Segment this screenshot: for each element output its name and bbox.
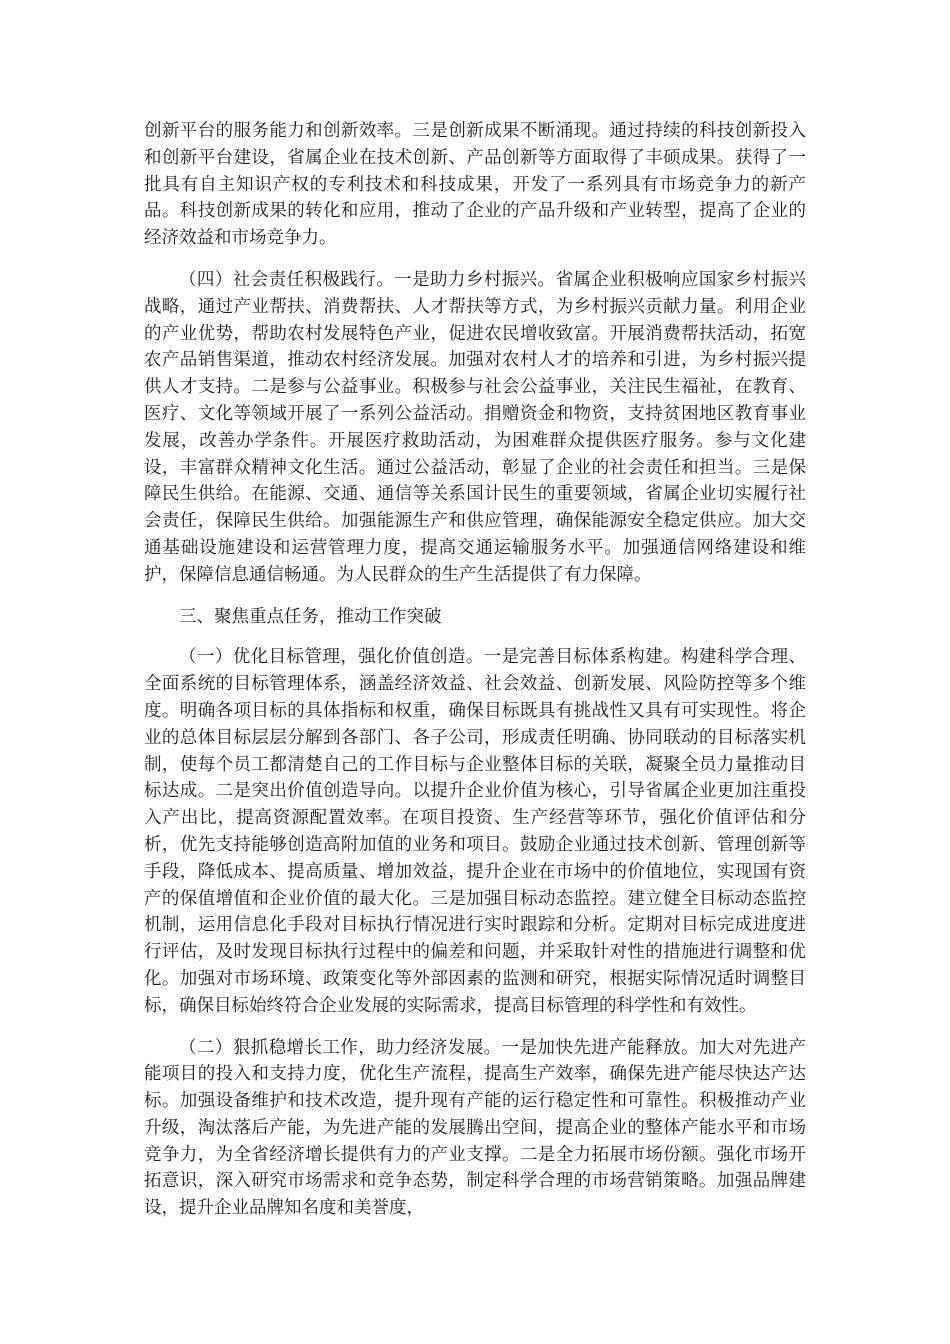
document-body	[144, 118, 806, 1237]
section-heading-key-tasks: 三、聚焦重点任务，推动工作突破	[179, 606, 442, 627]
paragraph-target-management: （一）优化目标管理，强化价值创造。一是完善目标体系构建。构建科学合理、全面系统的目标管理体系，涵盖经济效益、社会效益、创新发展、风险防控等多个维度。明确各项目标的具体指标和权重，确保目标既具有挑战性又具有可实现性。将企业的总体目标层层分解到各部门、各子公司，形成责任明确、协同联动的目标落实机制，使每个员工都清楚自己的工作目标与企业整体目标的关联，凝聚全员力量推动目标达成。二是突出价值创造导向。以提升企业价值为核心，引导省属企业更加注重投入产出比，提高资源配置效率。在项目投资、生产经营等环节，强化价值评估和分析，优先支持能够创造高附加值的业务和项目。鼓励企业通过技术创新、管理创新等手段，降低成本、提高质量、增加效益，提升企业在市场中的价值地位，实现国有资产的保值增值和企业价值的最大化。三是加强目标动态监控。建立健全目标动态监控机制，运用信息化手段对目标执行情况进行实时跟踪和分析。定期对目标完成进度进行评估，及时发现目标执行过程中的偏差和问题，并采取针对性的措施进行调整和优化。加强对市场环境、政策变化等外部因素的监测和研究，根据实际情况适时调整目标，确保目标始终符合企业发展的实际需求，提高目标管理的科学性和有效性。	[144, 647, 806, 1016]
paragraph-social-responsibility: （四）社会责任积极践行。一是助力乡村振兴。省属企业积极响应国家乡村振兴战略，通过产业帮扶、消费帮扶、人才帮扶等方式，为乡村振兴贡献力量。利用企业的产业优势，帮助农村发展特色产业，促进农民增收致富。开展消费帮扶活动，拓宽农产品销售渠道，推动农村经济发展。加强对农村人才的培养和引进，为乡村振兴提供人才支持。二是参与公益事业。积极参与社会公益事业，关注民生福祉，在教育、医疗、文化等领域开展了一系列公益活动。捐赠资金和物资，支持贫困地区教育事业发展，改善办学条件。开展医疗救助活动，为困难群众提供医疗服务。参与文化建设，丰富群众精神文化生活。通过公益活动，彰显了企业的社会责任和担当。三是保障民生供给。在能源、交通、通信等关系国计民生的重要领域，省属企业切实履行社会责任，保障民生供给。加强能源生产和供应管理，确保能源安全稳定供应。加大交通基础设施建设和运营管理力度，提高交通运输服务水平。加强通信网络建设和维护，保障信息通信畅通。为人民群众的生产生活提供了有力保障。	[144, 269, 806, 585]
paragraph-innovation-results: 创新平台的服务能力和创新效率。三是创新成果不断涌现。通过持续的科技创新投入和创新平台建设，省属企业在技术创新、产品创新等方面取得了丰硕成果。获得了一批具有自主知识产权的专利技术和科技成果，开发了一系列具有市场竞争力的新产品。科技创新成果的转化和应用，推动了企业的产品升级和产业转型，提高了企业的经济效益和市场竞争力。	[144, 121, 806, 249]
paragraph-stable-growth: （二）狠抓稳增长工作，助力经济发展。一是加快先进产能释放。加大对先进产能项目的投入和支持力度，优化生产流程，提高生产效率，确保先进产能尽快达产达标。加强设备维护和技术改造，提升现有产能的运行稳定性和可靠性。积极推动产业升级，淘汰落后产能，为先进产能的发展腾出空间，提高企业的整体产能水平和市场竞争力，为全省经济增长提供有力的产业支撑。二是全力拓展市场份额。强化市场开拓意识，深入研究市场需求和竞争态势，制定科学合理的市场营销策略。加强品牌建设，提升企业品牌知名度和美誉度，	[144, 1037, 806, 1219]
